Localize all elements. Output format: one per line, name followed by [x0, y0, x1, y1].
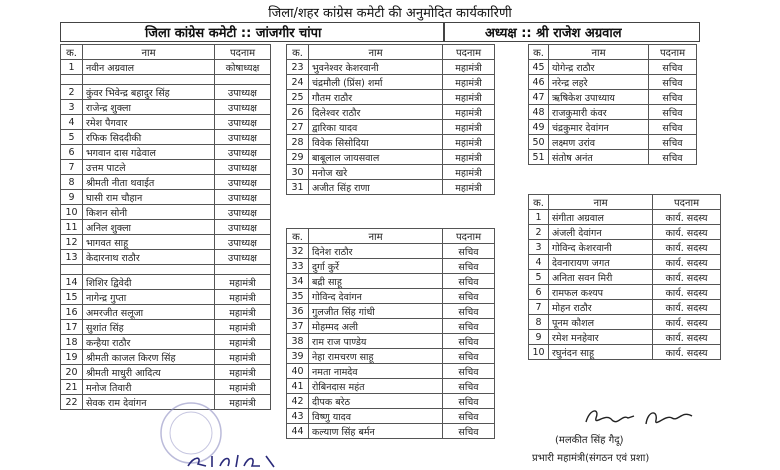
- designation: सचिव: [649, 135, 697, 150]
- designation: सचिव: [443, 364, 495, 379]
- serial-number: 29: [287, 150, 309, 165]
- member-name: मनोज खरे: [309, 165, 443, 180]
- designation: महामंत्री: [443, 105, 495, 120]
- serial-number: 40: [287, 364, 309, 379]
- table-row: [529, 75, 697, 90]
- serial-number: 22: [61, 395, 83, 410]
- member-name: घासी राम चौहान: [83, 190, 215, 205]
- spacer-cell: [83, 265, 215, 275]
- spacer-cell: [61, 75, 83, 85]
- table-row: [287, 120, 495, 135]
- serial-number: 1: [529, 210, 549, 225]
- office-bearers-table-1: [60, 44, 271, 410]
- designation: महामंत्री: [443, 165, 495, 180]
- designation: सचिव: [443, 379, 495, 394]
- serial-number: 2: [61, 85, 83, 100]
- designation: महामंत्री: [215, 335, 271, 350]
- table-row: [529, 150, 697, 165]
- serial-number: 38: [287, 334, 309, 349]
- serial-number: 11: [61, 220, 83, 235]
- table-row: [61, 115, 271, 130]
- member-name: ऋषिकेश उपाध्याय: [549, 90, 649, 105]
- serial-number: 1: [61, 60, 83, 75]
- office-bearers-table-2: [286, 44, 495, 195]
- member-name: चंद्रकुमार देवांगन: [549, 120, 649, 135]
- member-name: मोहन राठौर: [549, 300, 653, 315]
- serial-number: 16: [61, 305, 83, 320]
- table-row: [529, 330, 721, 345]
- designation: सचिव: [443, 349, 495, 364]
- serial-number: 51: [529, 150, 549, 165]
- member-name: मोहम्मद अली: [309, 319, 443, 334]
- designation: महामंत्री: [215, 290, 271, 305]
- table-header-row: [287, 45, 495, 60]
- serial-number: 39: [287, 349, 309, 364]
- handwritten-date-image: [184, 452, 284, 470]
- member-name: अमरजीत सलूजा: [83, 305, 215, 320]
- serial-number: 27: [287, 120, 309, 135]
- table-row: [287, 379, 495, 394]
- spacer-row: [61, 75, 271, 85]
- column-header-name: नाम: [83, 45, 215, 60]
- member-name: नेहा रामचरण साहू: [309, 349, 443, 364]
- column-header-post: पदनाम: [215, 45, 271, 60]
- member-name: मनोज तिवारी: [83, 380, 215, 395]
- column-header-post: पदनाम: [443, 229, 495, 244]
- table-row: [287, 180, 495, 195]
- table-row: [287, 289, 495, 304]
- column-header-name: नाम: [309, 229, 443, 244]
- table-row: [287, 394, 495, 409]
- designation: सचिव: [443, 394, 495, 409]
- member-name: राम राज पाण्डेय: [309, 334, 443, 349]
- table-header-row: [529, 195, 721, 210]
- member-name: सुशांत सिंह: [83, 320, 215, 335]
- table-row: [61, 305, 271, 320]
- member-name: दुर्गा कुर्रे: [309, 259, 443, 274]
- serial-number: 10: [61, 205, 83, 220]
- designation: महामंत्री: [215, 305, 271, 320]
- serial-number: 23: [287, 60, 309, 75]
- table-header-row: [61, 45, 271, 60]
- serial-number: 42: [287, 394, 309, 409]
- member-name: संतोष अनंत: [549, 150, 649, 165]
- serial-number: 47: [529, 90, 549, 105]
- table-row: [529, 300, 721, 315]
- designation: कार्य. सदस्य: [653, 255, 721, 270]
- member-name: रमेश मनहेवार: [549, 330, 653, 345]
- president-header: अध्यक्ष :: श्री राजेश अग्रवाल: [444, 22, 700, 42]
- member-name: विष्णु यादव: [309, 409, 443, 424]
- member-name: कन्हैया राठौर: [83, 335, 215, 350]
- serial-number: 28: [287, 135, 309, 150]
- designation: महामंत्री: [215, 275, 271, 290]
- table-row: [529, 255, 721, 270]
- member-name: नरेन्द्र लहरे: [549, 75, 649, 90]
- designation: सचिव: [649, 105, 697, 120]
- serial-number: 43: [287, 409, 309, 424]
- member-name: अजीत सिंह राणा: [309, 180, 443, 195]
- serial-number: 5: [529, 270, 549, 285]
- designation: सचिव: [649, 90, 697, 105]
- designation: कार्य. सदस्य: [653, 330, 721, 345]
- member-name: श्रीमती काजल किरण सिंह: [83, 350, 215, 365]
- serial-number: 35: [287, 289, 309, 304]
- serial-number: 3: [61, 100, 83, 115]
- designation: सचिव: [649, 75, 697, 90]
- table-row: [287, 259, 495, 274]
- secretaries-table-1: [286, 228, 495, 439]
- member-name: विवेक सिसोदिया: [309, 135, 443, 150]
- table-row: [529, 345, 721, 360]
- designation: कार्य. सदस्य: [653, 300, 721, 315]
- member-name: रामफल कश्यप: [549, 285, 653, 300]
- designation: सचिव: [443, 244, 495, 259]
- member-name: दिनेश राठौर: [309, 244, 443, 259]
- column-header-post: पदनाम: [443, 45, 495, 60]
- serial-number: 2: [529, 225, 549, 240]
- designation: उपाध्यक्ष: [215, 160, 271, 175]
- member-name: द्वारिका यादव: [309, 120, 443, 135]
- member-name: दीपक बरेठ: [309, 394, 443, 409]
- column-header-num: क.: [287, 229, 309, 244]
- serial-number: 18: [61, 335, 83, 350]
- table-row: [61, 350, 271, 365]
- member-name: पूनम कौशल: [549, 315, 653, 330]
- designation: महामंत्री: [443, 120, 495, 135]
- executive-members-table: [528, 194, 721, 360]
- member-name: केदारनाथ राठौर: [83, 250, 215, 265]
- member-name: रोबिनदास महंत: [309, 379, 443, 394]
- serial-number: 50: [529, 135, 549, 150]
- table-row: [287, 334, 495, 349]
- member-name: भागवत साहू: [83, 235, 215, 250]
- serial-number: 6: [529, 285, 549, 300]
- member-name: राजेन्द्र शुक्ला: [83, 100, 215, 115]
- table-row: [61, 290, 271, 305]
- designation: सचिव: [649, 120, 697, 135]
- member-name: नमता नामदेव: [309, 364, 443, 379]
- designation: उपाध्यक्ष: [215, 85, 271, 100]
- serial-number: 37: [287, 319, 309, 334]
- table-row: [61, 100, 271, 115]
- table-row: [287, 150, 495, 165]
- designation: महामंत्री: [215, 320, 271, 335]
- table-row: [287, 319, 495, 334]
- designation: महामंत्री: [443, 150, 495, 165]
- column-header-name: नाम: [549, 45, 649, 60]
- serial-number: 33: [287, 259, 309, 274]
- table-row: [287, 135, 495, 150]
- member-name: कल्याण सिंह बर्मन: [309, 424, 443, 439]
- table-row: [529, 120, 697, 135]
- table-row: [61, 145, 271, 160]
- member-name: शिशिर द्विवेदी: [83, 275, 215, 290]
- member-name: रमेश पैगवार: [83, 115, 215, 130]
- serial-number: 17: [61, 320, 83, 335]
- column-header-num: क.: [287, 45, 309, 60]
- designation: महामंत्री: [215, 365, 271, 380]
- member-name: योगेन्द्र राठौर: [549, 60, 649, 75]
- member-name: दिलेश्वर राठौर: [309, 105, 443, 120]
- table-row: [61, 160, 271, 175]
- spacer-cell: [215, 75, 271, 85]
- column-header-name: नाम: [549, 195, 653, 210]
- serial-number: 21: [61, 380, 83, 395]
- designation: महामंत्री: [215, 380, 271, 395]
- table-row: [529, 90, 697, 105]
- member-name: सेवक राम देवांगन: [83, 395, 215, 410]
- serial-number: 26: [287, 105, 309, 120]
- table-row: [61, 130, 271, 145]
- column-header-num: क.: [529, 45, 549, 60]
- table-row: [61, 335, 271, 350]
- serial-number: 45: [529, 60, 549, 75]
- table-row: [61, 60, 271, 75]
- designation: सचिव: [443, 259, 495, 274]
- member-name: देवनारायण जगत: [549, 255, 653, 270]
- table-row: [287, 364, 495, 379]
- member-name: रफिक सिददीकी: [83, 130, 215, 145]
- serial-number: 46: [529, 75, 549, 90]
- serial-number: 44: [287, 424, 309, 439]
- member-name: अंजली देवांगन: [549, 225, 653, 240]
- page-title: जिला/शहर कांग्रेस कमेटी की अनुमोदित कार्यकारिणी: [268, 6, 512, 21]
- serial-number: 19: [61, 350, 83, 365]
- column-header-name: नाम: [309, 45, 443, 60]
- designation: सचिव: [443, 274, 495, 289]
- serial-number: 25: [287, 90, 309, 105]
- member-name: रघुनंदन साहू: [549, 345, 653, 360]
- serial-number: 49: [529, 120, 549, 135]
- designation: कार्य. सदस्य: [653, 345, 721, 360]
- table-row: [287, 424, 495, 439]
- secretaries-table-2: [528, 44, 697, 165]
- table-row: [61, 250, 271, 265]
- table-row: [287, 165, 495, 180]
- table-row: [529, 135, 697, 150]
- table-row: [287, 105, 495, 120]
- signatory-name: (मलकीत सिंह गैदू): [555, 435, 624, 446]
- designation: उपाध्यक्ष: [215, 145, 271, 160]
- member-name: लक्ष्मण उरांव: [549, 135, 649, 150]
- table-row: [61, 380, 271, 395]
- member-name: गोविन्द केशरवानी: [549, 240, 653, 255]
- serial-number: 32: [287, 244, 309, 259]
- signatory-role: प्रभारी महामंत्री(संगठन एवं प्रशा): [532, 453, 650, 464]
- table-row: [529, 225, 721, 240]
- designation: उपाध्यक्ष: [215, 250, 271, 265]
- serial-number: 30: [287, 165, 309, 180]
- designation: सचिव: [443, 289, 495, 304]
- table-row: [287, 90, 495, 105]
- signature-image: [582, 404, 702, 432]
- table-row: [61, 275, 271, 290]
- designation: कार्य. सदस्य: [653, 285, 721, 300]
- table-row: [529, 270, 721, 285]
- designation: महामंत्री: [443, 180, 495, 195]
- member-name: संगीता अग्रवाल: [549, 210, 653, 225]
- serial-number: 24: [287, 75, 309, 90]
- spacer-cell: [83, 75, 215, 85]
- designation: उपाध्यक्ष: [215, 205, 271, 220]
- table-row: [61, 320, 271, 335]
- designation: सचिव: [443, 319, 495, 334]
- serial-number: 12: [61, 235, 83, 250]
- member-name: कुंवर भिवेन्द्र बहादुर सिंह: [83, 85, 215, 100]
- member-name: गौतम राठौर: [309, 90, 443, 105]
- member-name: बद्री साहू: [309, 274, 443, 289]
- serial-number: 13: [61, 250, 83, 265]
- member-name: भगवान दास गढेवाल: [83, 145, 215, 160]
- member-name: नवीन अग्रवाल: [83, 60, 215, 75]
- column-header-num: क.: [61, 45, 83, 60]
- designation: उपाध्यक्ष: [215, 220, 271, 235]
- member-name: उत्तम पाटले: [83, 160, 215, 175]
- designation: सचिव: [649, 150, 697, 165]
- spacer-row: [61, 265, 271, 275]
- serial-number: 9: [529, 330, 549, 345]
- designation: कार्य. सदस्य: [653, 210, 721, 225]
- table-row: [61, 190, 271, 205]
- designation: कार्य. सदस्य: [653, 270, 721, 285]
- designation: महामंत्री: [443, 75, 495, 90]
- member-name: अनिता सवन मिरी: [549, 270, 653, 285]
- member-name: श्रीमती नीता थवाईत: [83, 175, 215, 190]
- spacer-cell: [215, 265, 271, 275]
- member-name: राजकुमारी कंवर: [549, 105, 649, 120]
- serial-number: 20: [61, 365, 83, 380]
- serial-number: 8: [61, 175, 83, 190]
- member-name: चंद्रमौली (प्रिंस) शर्मा: [309, 75, 443, 90]
- designation: महामंत्री: [443, 60, 495, 75]
- serial-number: 34: [287, 274, 309, 289]
- designation: महामंत्री: [443, 90, 495, 105]
- designation: कार्य. सदस्य: [653, 315, 721, 330]
- serial-number: 48: [529, 105, 549, 120]
- table-row: [61, 175, 271, 190]
- designation: उपाध्यक्ष: [215, 100, 271, 115]
- designation: सचिव: [649, 60, 697, 75]
- column-header-num: क.: [529, 195, 549, 210]
- member-name: गुलजीत सिंह गांधी: [309, 304, 443, 319]
- designation: कोषाध्यक्ष: [215, 60, 271, 75]
- member-name: अनिल शुक्ला: [83, 220, 215, 235]
- designation: महामंत्री: [443, 135, 495, 150]
- district-committee-header: जिला कांग्रेस कमेटी :: जांजगीर चांपा: [60, 22, 444, 42]
- serial-number: 41: [287, 379, 309, 394]
- member-name: बाबूलाल जायसवाल: [309, 150, 443, 165]
- serial-number: 14: [61, 275, 83, 290]
- member-name: श्रीमती माधुरी आदित्य: [83, 365, 215, 380]
- designation: उपाध्यक्ष: [215, 235, 271, 250]
- table-row: [287, 274, 495, 289]
- table-row: [61, 85, 271, 100]
- serial-number: 31: [287, 180, 309, 195]
- member-name: किशन सोनी: [83, 205, 215, 220]
- serial-number: 8: [529, 315, 549, 330]
- table-row: [287, 244, 495, 259]
- table-row: [529, 240, 721, 255]
- serial-number: 15: [61, 290, 83, 305]
- designation: उपाध्यक्ष: [215, 130, 271, 145]
- table-row: [287, 349, 495, 364]
- designation: उपाध्यक्ष: [215, 190, 271, 205]
- table-row: [287, 409, 495, 424]
- table-row: [287, 60, 495, 75]
- table-header-row: [529, 45, 697, 60]
- designation: सचिव: [443, 424, 495, 439]
- column-header-post: पदनाम: [653, 195, 721, 210]
- table-row: [529, 60, 697, 75]
- serial-number: 4: [529, 255, 549, 270]
- table-row: [529, 285, 721, 300]
- column-header-post: पदनाम: [649, 45, 697, 60]
- serial-number: 5: [61, 130, 83, 145]
- table-row: [287, 75, 495, 90]
- table-row: [529, 105, 697, 120]
- designation: महामंत्री: [215, 395, 271, 410]
- designation: सचिव: [443, 409, 495, 424]
- serial-number: 4: [61, 115, 83, 130]
- member-name: नागेन्द्र गुप्ता: [83, 290, 215, 305]
- serial-number: 6: [61, 145, 83, 160]
- designation: कार्य. सदस्य: [653, 225, 721, 240]
- serial-number: 36: [287, 304, 309, 319]
- spacer-cell: [61, 265, 83, 275]
- serial-number: 9: [61, 190, 83, 205]
- designation: कार्य. सदस्य: [653, 240, 721, 255]
- table-row: [61, 235, 271, 250]
- serial-number: 7: [529, 300, 549, 315]
- table-row: [61, 220, 271, 235]
- designation: सचिव: [443, 334, 495, 349]
- member-name: भुवनेश्वर केशरवानी: [309, 60, 443, 75]
- table-row: [529, 315, 721, 330]
- table-row: [287, 304, 495, 319]
- designation: उपाध्यक्ष: [215, 115, 271, 130]
- serial-number: 10: [529, 345, 549, 360]
- designation: सचिव: [443, 304, 495, 319]
- table-row: [61, 365, 271, 380]
- member-name: गोविन्द देवांगन: [309, 289, 443, 304]
- table-header-row: [287, 229, 495, 244]
- designation: उपाध्यक्ष: [215, 175, 271, 190]
- table-row: [61, 205, 271, 220]
- serial-number: 7: [61, 160, 83, 175]
- table-row: [529, 210, 721, 225]
- designation: महामंत्री: [215, 350, 271, 365]
- serial-number: 3: [529, 240, 549, 255]
